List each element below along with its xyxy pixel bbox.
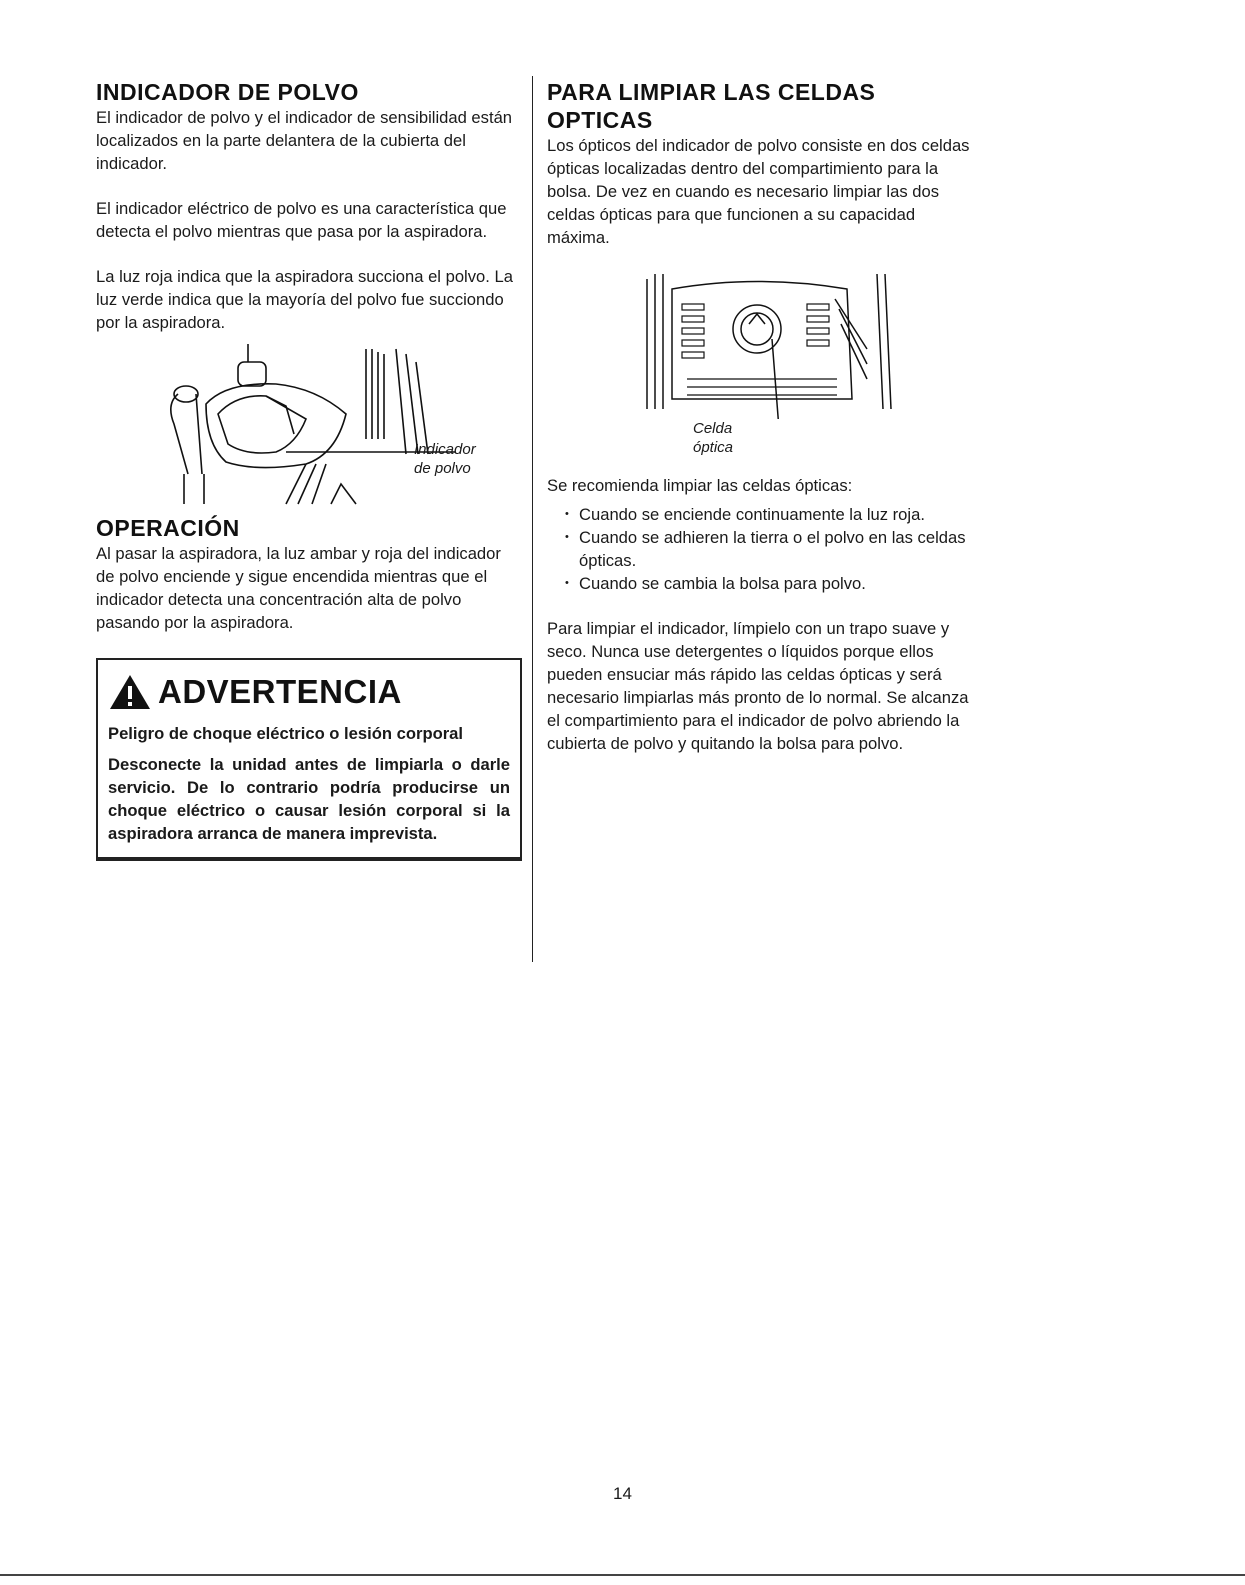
figure-callout-indicador: Indicador de polvo	[414, 441, 476, 477]
heading-operacion: OPERACIÓN	[96, 515, 240, 541]
page-number: 14	[613, 1484, 632, 1503]
warning-body: Desconecte la unidad antes de limpiarla o darle servicio. De lo contrario podría producirse un choque eléctrico o causar lesión corporal si la aspiradora arranca de manera imprevista.	[108, 755, 510, 843]
dust-indicator-figure	[96, 344, 516, 514]
heading-para-limpiar: PARA LIMPIAR LAS CELDAS OPTICAS	[547, 79, 876, 133]
list-item: • Cuando se enciende continuamente la luz roja.	[565, 503, 977, 526]
paragraph: La luz roja indica que la aspiradora succiona el polvo. La luz verde indica que la mayoría del polvo fue succiondo por la aspiradora.	[96, 267, 513, 332]
paragraph: Los ópticos del indicador de polvo consiste en dos celdas ópticas localizadas dentro del compartimiento para la bolsa. De vez en cuando es necesario limpiar las dos celdas ópticas para que funcionen a su capacidad máxima.	[547, 136, 970, 247]
figure-callout-celda: Celda óptica	[693, 420, 734, 456]
warning-subtitle: Peligro de choque eléctrico o lesión corporal	[108, 724, 464, 743]
paragraph: Para limpiar el indicador, límpielo con un trapo suave y seco. Nunca use detergentes o líquidos porque ellos pueden ensuciar más rápido las celdas ópticas y será necesario limpiarlas más pronto de lo normal. Se alcanza el compartimiento para el indicador de polvo abriendo la cubierta de polvo y quitando la bolsa para polvo.	[547, 619, 969, 753]
list-item: • Cuando se adhieren la tierra o el polvo en las celdas ópticas.	[565, 526, 977, 572]
list-item: • Cuando se cambia la bolsa para polvo.	[565, 572, 977, 595]
left-column	[96, 78, 516, 861]
warning-box	[96, 658, 522, 861]
paragraph: El indicador eléctrico de polvo es una característica que detecta el polvo mientras que pasa por la aspiradora.	[96, 199, 507, 241]
warning-header	[108, 670, 510, 714]
bullet-list	[547, 503, 977, 595]
vacuum-dust-indicator-illustration	[166, 344, 486, 509]
warning-title: ADVERTENCIA	[158, 673, 402, 710]
paragraph: El indicador de polvo y el indicador de sensibilidad están localizados en la parte delantera de la cubierta del indicador.	[96, 108, 513, 173]
bottom-rule	[0, 1574, 1245, 1576]
right-column	[547, 78, 977, 755]
heading-indicador-de-polvo: INDICADOR DE POLVO	[96, 79, 359, 105]
optical-cell-figure	[547, 269, 977, 474]
paragraph: Al pasar la aspiradora, la luz ambar y roja del indicador de polvo enciende y sigue encendida mientras que el indicador detecta una concentración alta de polvo pasando por la aspiradora.	[96, 544, 501, 632]
paragraph-intro: Se recomienda limpiar las celdas ópticas:	[547, 476, 853, 495]
warning-triangle-icon	[108, 673, 152, 711]
column-divider	[532, 76, 533, 962]
optical-cell-illustration	[627, 269, 907, 419]
